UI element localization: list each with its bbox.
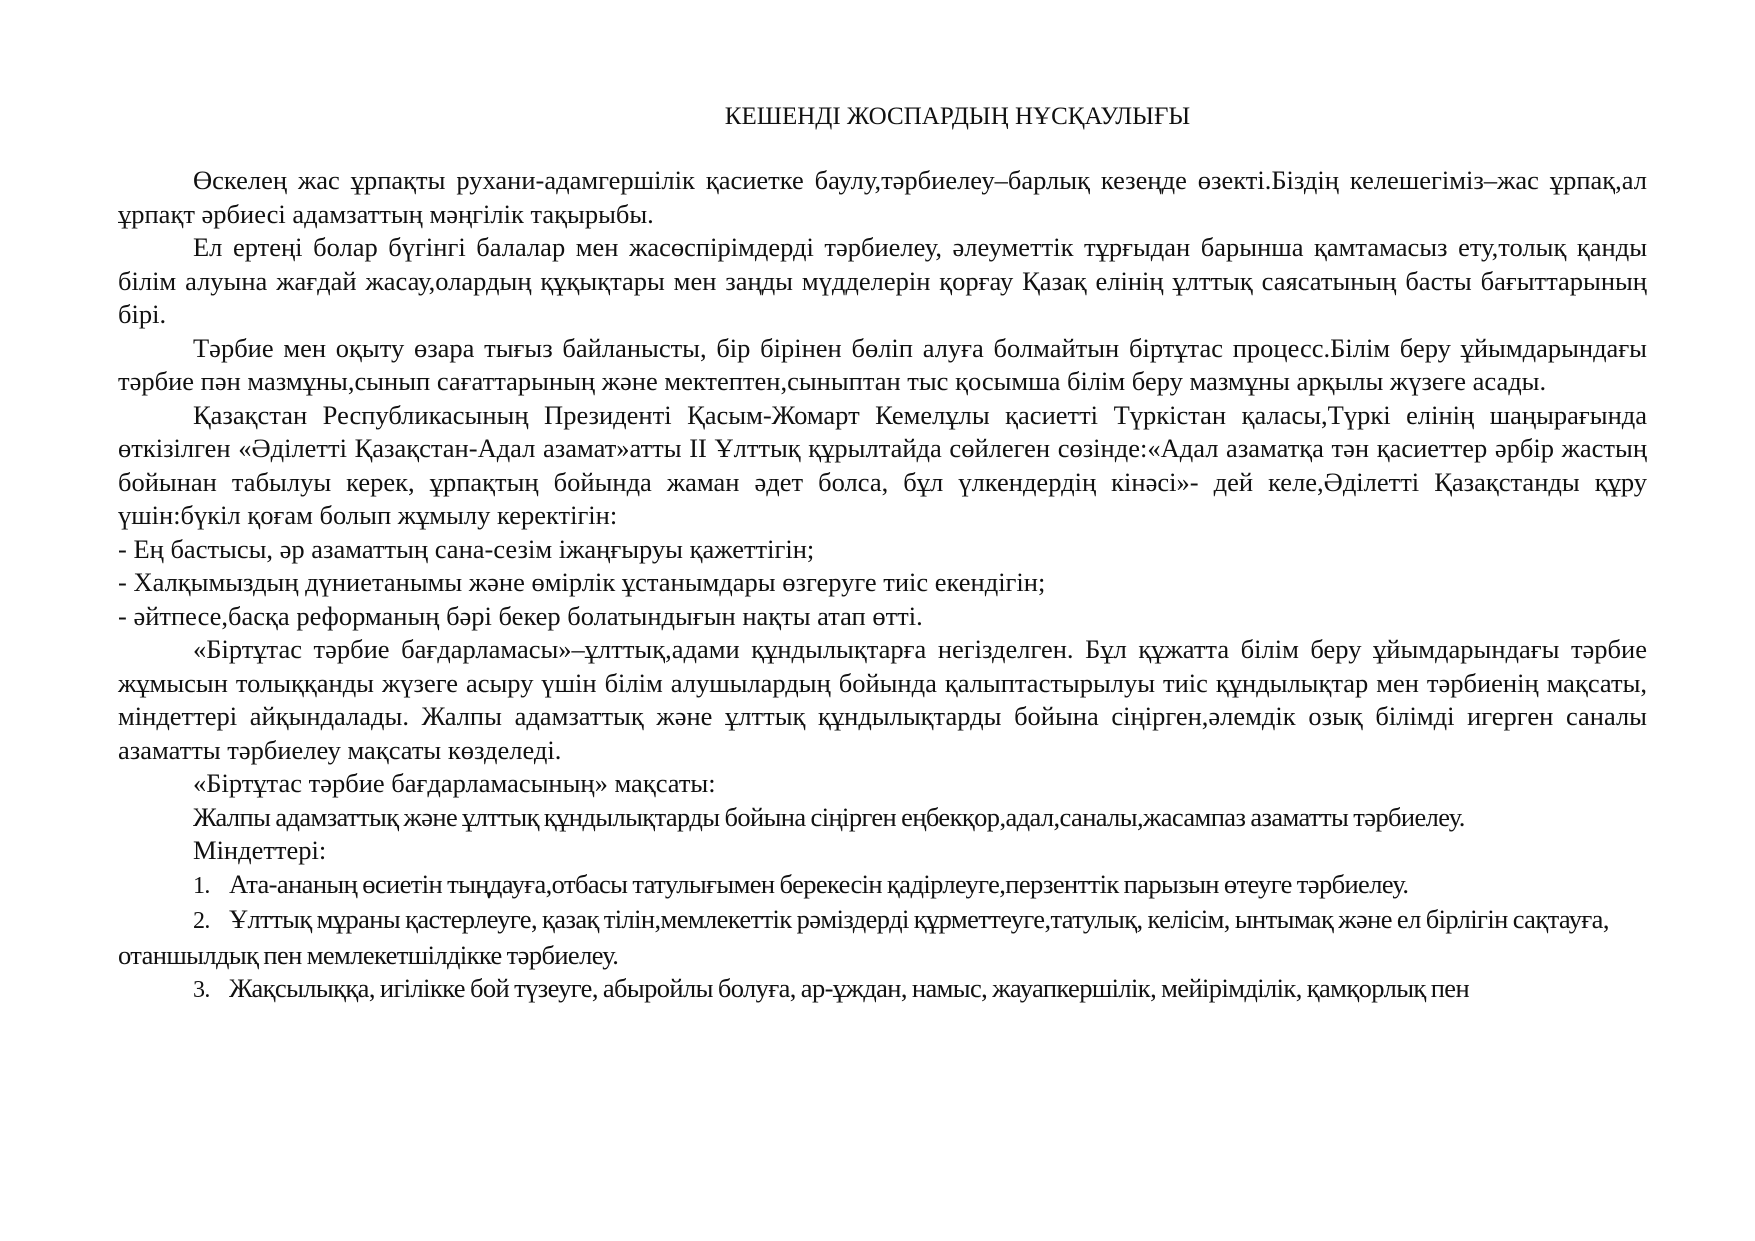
task-text: Жақсылыққа, игілікке бой түзеуге, абыройлы болуға, ар-ұждан, намыс, жауапкершілік, мейірімділік, қамқорлық пен [229,973,1470,1003]
document-title: КЕШЕНДІ ЖОСПАРДЫҢ НҰСҚАУЛЫҒЫ [724,103,1191,130]
paragraph-education: Тәрбие мен оқыту өзара тығыз байланысты, бір бірінен бөліп алуға болмайтын біртұтас процесс.Білім беру ұйымдарындағы тәрбие пән мазмұны,сынып сағаттарының және мектептен,сыныптан тыс қосымша білім беру мазмұны арқылы жүзеге асады. [118,332,1647,396]
task-text: Ата-ананың өсиетін тыңдауға,отбасы татулығымен берекесін қадірлеуге,перзенттік парызын өтеуге тәрбиелеу. [229,868,1409,899]
tasks-heading: Міндеттері: [193,835,327,865]
paragraph-president-speech: Қазақстан Республикасының Президенті Қасым-Жомарт Кемелұлы қасиетті Түркістан қаласы,Түркі елінің шаңырағында өткізілген «Әділетті Қазақстан-Адал азамат»атты ІІ Ұлттық құрылтайда сөйлеген сөзінде:«Адал азаматқа тән қасиеттер әрбір жастың бойынан табылуы керек, ұрпақтың бойында жаман әдет болса, бұл үлкендердің кінәсі»- дей келе,Әділетті Қазақстанды құру үшін:бүкіл қоғам болып жұмылу керектігін: [118,399,1647,530]
task-number: 2. [193,908,210,934]
dash-item: - Ең бастысы, әр азаматтың сана-сезім іжаңғыруы қажеттігін; [118,533,815,564]
goal-text: Жалпы адамзаттық және ұлттық құндылықтарды бойына сіңірген еңбекқор,адал,саналы,жасампаз азаматты тәрбиелеу. [193,801,1465,832]
task-number: 1. [193,872,210,899]
goal-heading: «Біртұтас тәрбие бағдарламасының» мақсаты: [193,768,716,798]
task-item [118,903,1647,972]
task-item [118,868,1647,904]
paragraph-program: «Біртұтас тәрбие бағдарламасы»–ұлттық,адами құндылықтарға негізделген. Бұл құжатта білім беру ұйымдарындағы тәрбие жұмысын толыққанды жүзеге асыру үшін білім алушылардың бойында қалыптастырылуы тиіс құндылықтар мен тәрбиенің мақсаты, міндеттері айқындалады. Жалпы адамзаттық және ұлттық құндылықтарды бойына сіңірген,әлемдік озық білімді игерген саналы азаматты тәрбиелеу мақсаты көзделеді. [118,634,1647,765]
task-number: 3. [193,977,210,1003]
task-item [118,972,1647,1008]
document-page [118,100,1647,1008]
paragraph-intro: Өскелең жас ұрпақты рухани-адамгершілік қасиетке баулу,тәрбиелеу–барлық кезеңде өзекті.Біздің келешегіміз–жас ұрпақ,ал ұрпақт әрбиесі адамзаттың мәңгілік тақырыбы. [118,165,1647,229]
paragraph-upbringing: Ел ертеңі болар бүгінгі балалар мен жасөспірімдерді тәрбиелеу, әлеуметтік тұрғыдан барынша қамтамасыз ету,толық қанды білім алуына жағдай жасау,олардың құқықтары мен заңды мүдделерін қорғау Қазақ елінің ұлттық саясатының басты бағыттарының бірі. [118,232,1647,329]
dash-item: - әйтпесе,басқа реформаның бәрі бекер болатындығын нақты атап өтті. [118,600,923,631]
task-text: Ұлттық мұраны қастерлеуге, қазақ тілін,мемлекеттік рәміздерді құрметтеуге,татулық, келісім, ынтымақ және ел бірлігін сақтауға, отаншылдық пен мемлекетшілдікке тәрбиелеу. [118,904,1609,970]
dash-item: - Халқымыздың дүниетанымы және өмірлік ұстанымдары өзгеруге тиіс екендігін; [118,567,1046,597]
